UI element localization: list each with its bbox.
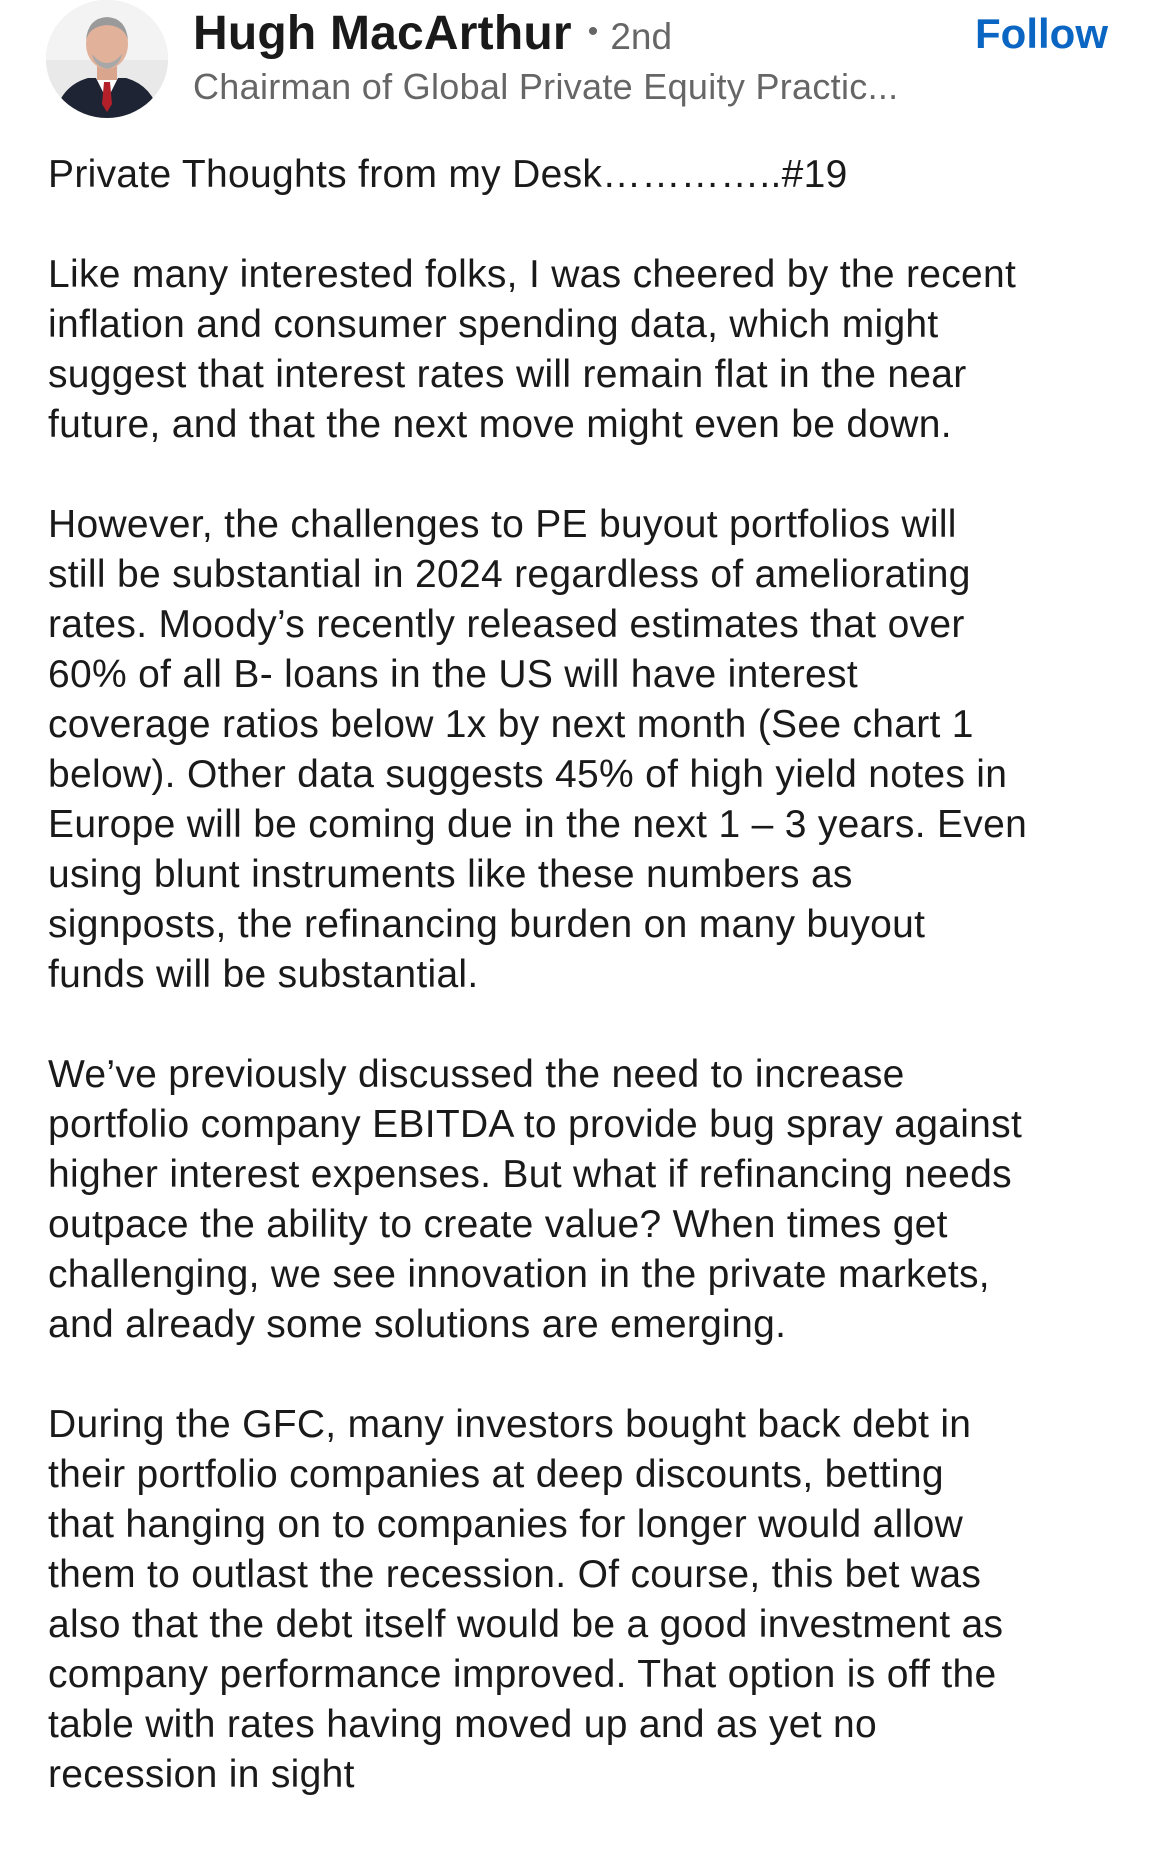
paragraph-line: suggest that interest rates will remain flat in the near	[48, 353, 967, 396]
paragraph-1	[48, 250, 1138, 450]
author-name[interactable]: Hugh MacArthur	[193, 7, 572, 60]
paragraph-line: recession in sight	[48, 1753, 355, 1796]
post-title	[48, 150, 1138, 200]
paragraph-line: company performance improved. That option is off the	[48, 1653, 997, 1696]
paragraph-line: using blunt instruments like these numbers as	[48, 853, 853, 896]
post-body	[48, 150, 1138, 1850]
paragraph-line: also that the debt itself would be a good investment as	[48, 1603, 1004, 1646]
paragraph-line: coverage ratios below 1x by next month (See chart 1	[48, 703, 974, 746]
paragraph-line: higher interest expenses. But what if refinancing needs	[48, 1153, 1012, 1196]
paragraph-line: still be substantial in 2024 regardless of ameliorating	[48, 553, 971, 596]
avatar-photo-icon	[46, 0, 168, 118]
paragraph-2	[48, 500, 1138, 1000]
paragraph-line: them to outlast the recession. Of course, this bet was	[48, 1553, 982, 1596]
follow-button[interactable]: Follow	[975, 10, 1108, 57]
author-avatar[interactable]	[46, 0, 168, 118]
paragraph-line: During the GFC, many investors bought back debt in	[48, 1403, 972, 1446]
paragraph-4	[48, 1400, 1138, 1800]
paragraph-line: inflation and consumer spending data, which might	[48, 303, 939, 346]
connection-degree: 2nd	[610, 16, 673, 57]
paragraph-line: below). Other data suggests 45% of high yield notes in	[48, 753, 1008, 796]
paragraph-line: their portfolio companies at deep discounts, betting	[48, 1453, 944, 1496]
paragraph-line: future, and that the next move might even be down.	[48, 403, 952, 446]
paragraph-line: and already some solutions are emerging.	[48, 1303, 787, 1346]
paragraph-line: We’ve previously discussed the need to increase	[48, 1053, 905, 1096]
paragraph-line: signposts, the refinancing burden on many buyout	[48, 903, 926, 946]
separator-dot: •	[587, 15, 599, 48]
paragraph-line: funds will be substantial.	[48, 953, 479, 996]
paragraph-3	[48, 1050, 1138, 1350]
author-name-row	[193, 6, 672, 66]
paragraph-line: Like many interested folks, I was cheered by the recent	[48, 253, 1017, 296]
paragraph-line: challenging, we see innovation in the private markets,	[48, 1253, 990, 1296]
paragraph-line: 60% of all B- loans in the US will have interest	[48, 653, 858, 696]
paragraph-line: However, the challenges to PE buyout portfolios will	[48, 503, 957, 546]
paragraph-line: that hanging on to companies for longer would allow	[48, 1503, 964, 1546]
author-headline: Chairman of Global Private Equity Practic...	[193, 66, 899, 107]
post-title-line: Private Thoughts from my Desk…………..#19	[48, 153, 848, 196]
paragraph-line: table with rates having moved up and as yet no	[48, 1703, 877, 1746]
paragraph-line: portfolio company EBITDA to provide bug spray against	[48, 1103, 1023, 1146]
paragraph-line: outpace the ability to create value? When times get	[48, 1203, 948, 1246]
paragraph-line: rates. Moody’s recently released estimates that over	[48, 603, 965, 646]
post-header	[0, 0, 1170, 140]
paragraph-line: Europe will be coming due in the next 1 – 3 years. Even	[48, 803, 1028, 846]
